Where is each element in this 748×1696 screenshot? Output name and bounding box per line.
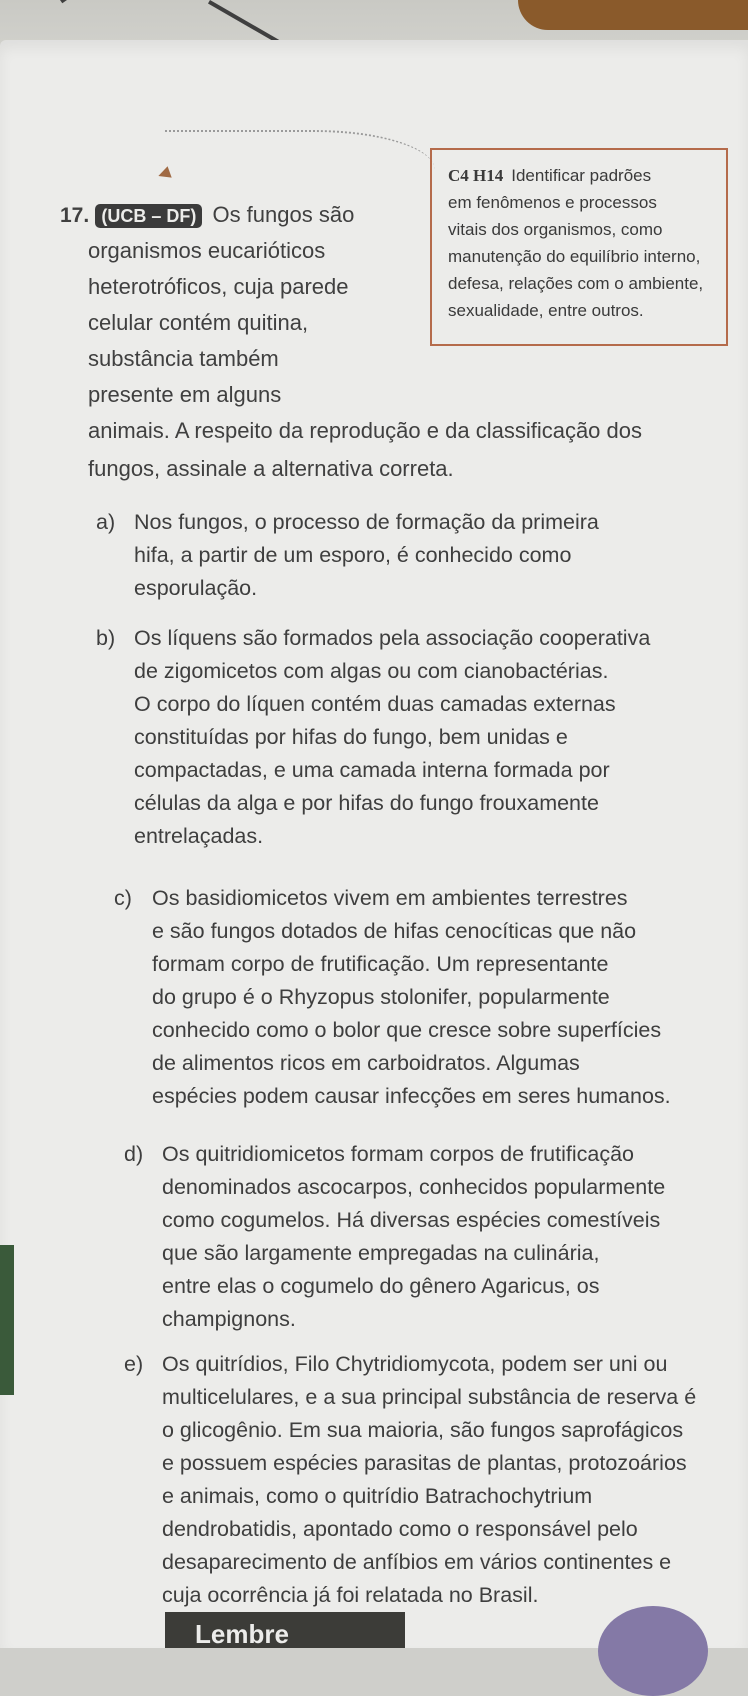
question-line: organismos eucarióticos	[88, 238, 326, 263]
question-line: heterotróficos, cuja parede	[88, 274, 349, 299]
skill-line: C4 H14 Identificar padrões	[448, 166, 652, 185]
option-a[interactable]: a) Nos fungos, o processo de formação da primeira hifa, a partir de um esporo, é conhecido como esporulação.	[134, 506, 599, 605]
table-edge	[518, 0, 748, 30]
question-line: presente em alguns	[88, 382, 282, 407]
option-b[interactable]: b) Os líquens são formados pela associação cooperativa de zigomicetos com algas ou com cianobactérias. O corpo do líquen contém duas camadas externas constituídas por hifas do fungo, bem unidas e compactadas, e uma camada interna formada por células da alga e por hifas do fungo frouxamente entrelaçadas.	[134, 622, 650, 853]
purple-circle-decoration	[598, 1606, 708, 1696]
skill-box	[430, 148, 728, 346]
option-e[interactable]: e) Os quitrídios, Filo Chytridiomycota, podem ser uni ou multicelulares, e a sua principal substância de reserva é o glicogênio. Em sua maioria, são fungos saprofágicos e possuem espécies parasitas de plantas, protozoários e animais, como o quitrídio Batrachochytrium dendrobatidis, apontado como o responsável pelo desaparecimento de anfíbios em vários continentes e cuja ocorrência já foi relatada no Brasil.	[162, 1348, 696, 1612]
source-badge: (UCB – DF)	[95, 204, 202, 228]
question-line: fungos, assinale a alternativa correta.	[88, 456, 454, 481]
option-d[interactable]: d) Os quitridiomicetos formam corpos de frutificação denominados ascocarpos, conhecidos popularmente como cogumelos. Há diversas espécies comestíveis que são largamente empregadas na culinária, entre elas o cogumelo do gênero Agaricus, os champignons.	[162, 1138, 665, 1336]
question-header	[60, 198, 354, 233]
option-letter: b)	[96, 626, 116, 650]
question-line: substância também	[88, 346, 279, 371]
question-line: animais. A respeito da reprodução e da classificação dos	[88, 418, 642, 443]
option-letter: d)	[124, 1142, 144, 1166]
skill-line: sexualidade, entre outros.	[448, 301, 644, 320]
option-letter: c)	[114, 886, 132, 910]
lembre-box: Lembre	[165, 1612, 405, 1648]
skill-line: em fenômenos e processos	[448, 193, 657, 212]
option-c[interactable]: c) Os basidiomicetos vivem em ambientes terrestres e são fungos dotados de hifas cenocíticas que não formam corpo de frutificação. Um representante do grupo é o Rhyzopus stolonifer, popularmente conhecido como o bolor que cresce sobre superfícies de alimentos ricos em carboidratos. Algumas espécies podem causar infecções em seres humanos.	[152, 882, 671, 1113]
skill-line: vitais dos organismos, como	[448, 220, 663, 239]
skill-code: C4 H14	[448, 166, 504, 185]
question-line: Os fungos são	[212, 202, 355, 227]
skill-line: defesa, relações com o ambiente,	[448, 274, 704, 293]
question-line: celular contém quitina,	[88, 310, 309, 335]
question-number: 17.	[60, 204, 90, 227]
left-edge-strip	[0, 1245, 14, 1395]
option-letter: a)	[96, 510, 116, 534]
skill-line: manutenção do equilíbrio interno,	[448, 247, 701, 266]
option-letter: e)	[124, 1352, 144, 1376]
